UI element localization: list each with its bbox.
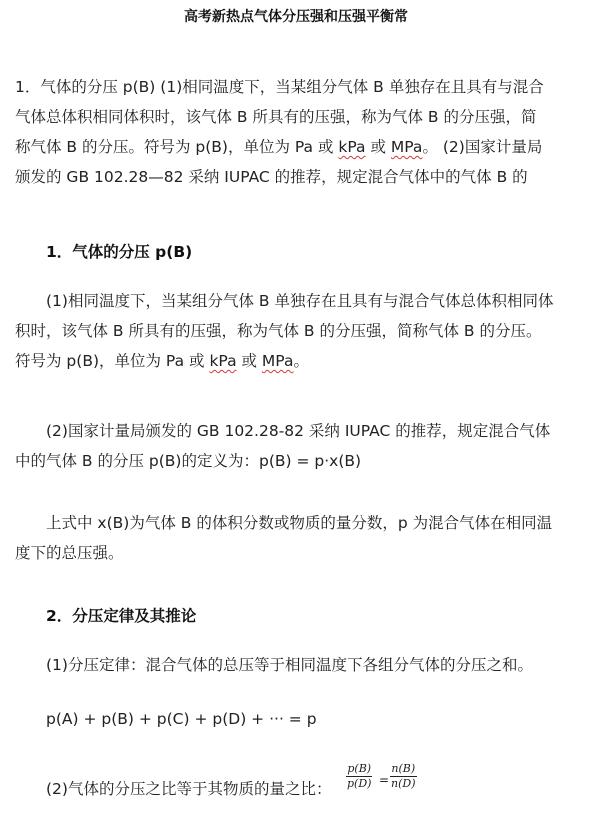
fraction-numerator: p(B) bbox=[347, 762, 372, 775]
paragraph-line-text: 符号为 p(B)，单位为 Pa 或 bbox=[15, 352, 210, 370]
fraction-denominator: p(D) bbox=[347, 777, 372, 790]
unit-kpa: kPa bbox=[209, 352, 237, 370]
paragraph-line bbox=[15, 346, 585, 376]
unit-mpa: MPa bbox=[261, 352, 294, 370]
paragraph-line: 上式中 x(B)为气体 B 的体积分数或物质的量分数，p 为混合气体在相同温 bbox=[46, 514, 553, 532]
page-title: 高考新热点气体分压强和压强平衡常 bbox=[184, 9, 408, 25]
paragraph-line: (1)相同温度下，当某组分气体 B 单独存在且具有与混合气体总体积相同体 bbox=[46, 292, 554, 310]
paragraph-line: 中的气体 B 的分压 p(B)的定义为：p(B) = p·x(B) bbox=[15, 452, 362, 470]
section-2-paragraph-2 bbox=[15, 774, 585, 804]
section-1-paragraph-3 bbox=[15, 508, 585, 568]
paragraph-line: 积时，该气体 B 所具有的压强，称为气体 B 的分压强，简称气体 B 的分压。 bbox=[15, 322, 542, 340]
intro-line: 气体总体积相同体积时，该气体 B 所具有的压强，称为气体 B 的分压强，简 bbox=[15, 108, 537, 126]
pressure-ratio-fraction bbox=[346, 762, 372, 791]
intro-line-text: 称气体 B 的分压。符号为 p(B)，单位为 Pa 或 bbox=[15, 138, 339, 156]
paragraph-line: (2)国家计量局颁发的 GB 102.28-82 采纳 IUPAC 的推荐，规定混合气体 bbox=[46, 422, 551, 440]
paragraph-or: 或 bbox=[236, 352, 262, 370]
intro-paragraph bbox=[15, 72, 585, 192]
paragraph-line: (1)分压定律：混合气体的总压等于相同温度下各组分气体的分压之和。 bbox=[46, 656, 533, 674]
paragraph-line: (2)气体的分压之比等于其物质的量之比： bbox=[46, 780, 332, 798]
section-1-paragraph-2 bbox=[15, 416, 585, 476]
fraction-denominator: n(D) bbox=[391, 777, 416, 790]
paragraph-line: 度下的总压强。 bbox=[15, 544, 124, 562]
equals-sign: = bbox=[379, 773, 390, 787]
intro-line: 1．气体的分压 p(B) (1)相同温度下，当某组分气体 B 单独存在且具有与混合 bbox=[15, 78, 544, 96]
section-1-paragraph-1 bbox=[15, 286, 585, 376]
section-2-heading: 2．分压定律及其推论 bbox=[46, 607, 197, 625]
unit-kpa: kPa bbox=[338, 138, 366, 156]
intro-line-tail: 。 (2)国家计量局 bbox=[422, 138, 543, 156]
paragraph-end: 。 bbox=[293, 352, 309, 370]
mole-ratio-fraction bbox=[390, 762, 417, 791]
unit-mpa: MPa bbox=[390, 138, 423, 156]
section-1-heading: 1．气体的分压 p(B) bbox=[46, 243, 193, 261]
section-2-paragraph-1 bbox=[15, 650, 585, 680]
fraction-numerator: n(B) bbox=[391, 762, 416, 775]
intro-line: 颁发的 GB 102.28—82 采纳 IUPAC 的推荐，规定混合气体中的气体 B 的 bbox=[15, 168, 528, 186]
intro-or: 或 bbox=[365, 138, 391, 156]
intro-line bbox=[15, 132, 585, 162]
partial-pressure-formula: p(A) + p(B) + p(C) + p(D) + ··· = p bbox=[46, 710, 317, 728]
